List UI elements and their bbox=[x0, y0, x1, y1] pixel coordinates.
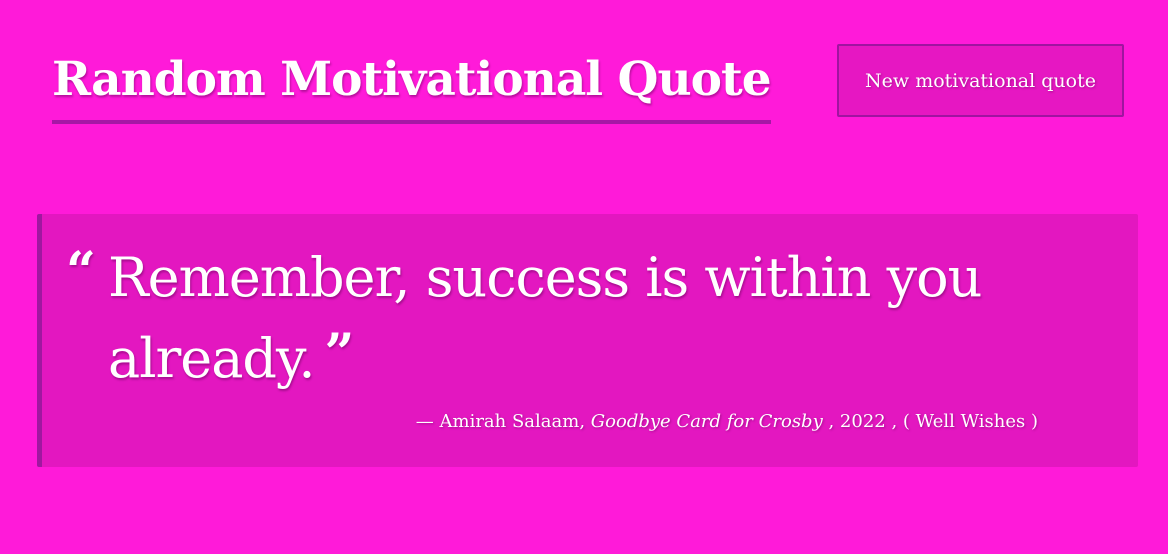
attribution-dash: — bbox=[415, 411, 434, 432]
quote-card bbox=[37, 214, 1138, 467]
quote-year: , 2022 , bbox=[828, 411, 898, 432]
quote-text: Remember, success is within you already. bbox=[108, 246, 982, 390]
quote-text-block bbox=[108, 240, 1098, 397]
page-title: Random Motivational Quote bbox=[52, 40, 771, 124]
quote-source: Goodbye Card for Crosby bbox=[590, 411, 823, 432]
quote-attribution bbox=[42, 408, 1038, 436]
open-quote-icon: “ bbox=[66, 241, 96, 302]
quote-category: ( Well Wishes ) bbox=[902, 411, 1038, 432]
close-quote-icon: ” bbox=[324, 323, 354, 384]
quote-author: Amirah Salaam, bbox=[439, 411, 586, 432]
new-quote-button[interactable]: New motivational quote bbox=[837, 44, 1124, 117]
